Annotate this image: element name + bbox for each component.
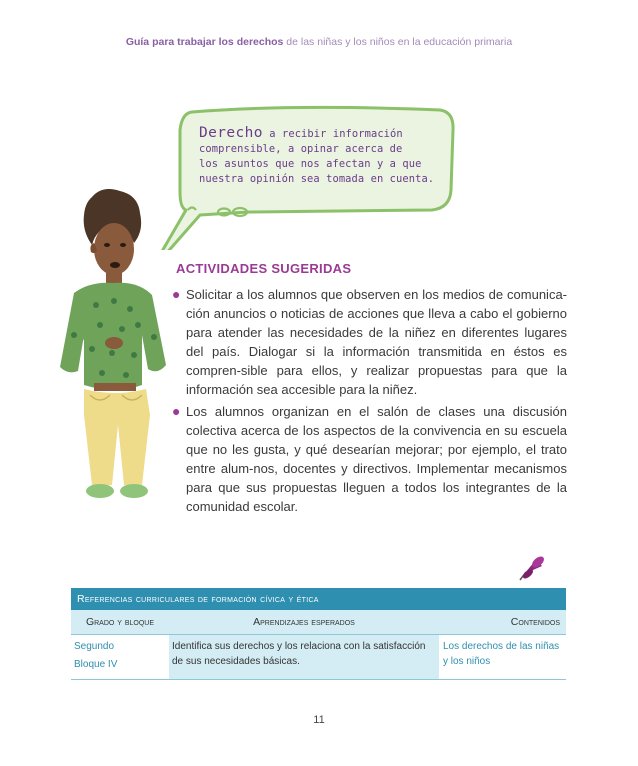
- table-header-row: [71, 610, 566, 635]
- cell-aprendizaje: Identifica sus derechos y los relaciona con la satisfacción de sus necesidades básicas.: [169, 635, 439, 679]
- speech-bubble-text: [199, 126, 434, 187]
- cell-grado: Segundo: [74, 641, 115, 652]
- header-title-bold: Guía para trabajar los derechos: [125, 36, 284, 48]
- cell-bloque: Bloque IV: [74, 659, 118, 670]
- cell-contenido: Los derechos de las niñas y los niños: [443, 641, 560, 667]
- bullet-icon: ●: [172, 286, 181, 302]
- bubble-line2: comprensible, a opinar acerca de: [199, 143, 403, 155]
- table-row: [71, 635, 566, 680]
- running-header: [0, 36, 638, 48]
- column-grado-bloque: Grado y bloque: [85, 616, 155, 628]
- pushpin-icon: [508, 552, 548, 588]
- activities-title: ACTIVIDADES SUGERIDAS: [176, 261, 352, 276]
- column-contenidos: Contenidos: [510, 616, 560, 628]
- header-title-rest: de las niñas y los niños en la educación primaria: [283, 36, 513, 48]
- bubble-line1: a recibir información: [262, 128, 403, 140]
- activity-text-2: Los alumnos organizan en el salón de clases una discusión colectiva acerca de los aspectos de la convivencia en su escuela que no les gusta, y qué desearían mejorar; por ejemplo, el trato entre alum-nos, docentes y directivos. Implementar mecanismos para que sus propuestas lleguen a todos los integrantes de la comunidad escolar.: [186, 404, 567, 514]
- activity-item-1: [171, 285, 567, 399]
- activity-text-1: Solicitar a los alumnos que observen en los medios de comunica-ción anuncios o noticias de acciones que lleva a cabo el gobierno para atender las necesidades de la niñez en diferentes lugares del país. Dialogar si la información transmitida en éstos es compren-sible para ellos, y realizar propuestas para que la información sea accesible para la niñez.: [186, 287, 567, 397]
- table-title: Referencias curriculares de formación cívica y ética: [71, 588, 566, 610]
- page-number: 11: [313, 714, 325, 726]
- activity-item-2: [171, 402, 567, 516]
- bullet-icon: ●: [172, 403, 181, 419]
- curricular-references-table: [71, 588, 566, 680]
- column-aprendizajes: Aprendizajes esperados: [253, 616, 355, 628]
- child-illustration: [30, 185, 175, 515]
- bubble-line4: nuestra opinión sea tomada en cuenta.: [199, 173, 435, 185]
- bubble-word-derecho: Derecho: [199, 125, 263, 141]
- activities-list: [171, 285, 567, 516]
- cell-grado-bloque: [71, 635, 169, 679]
- bubble-line3: los asuntos que nos afectan y a que: [199, 158, 422, 170]
